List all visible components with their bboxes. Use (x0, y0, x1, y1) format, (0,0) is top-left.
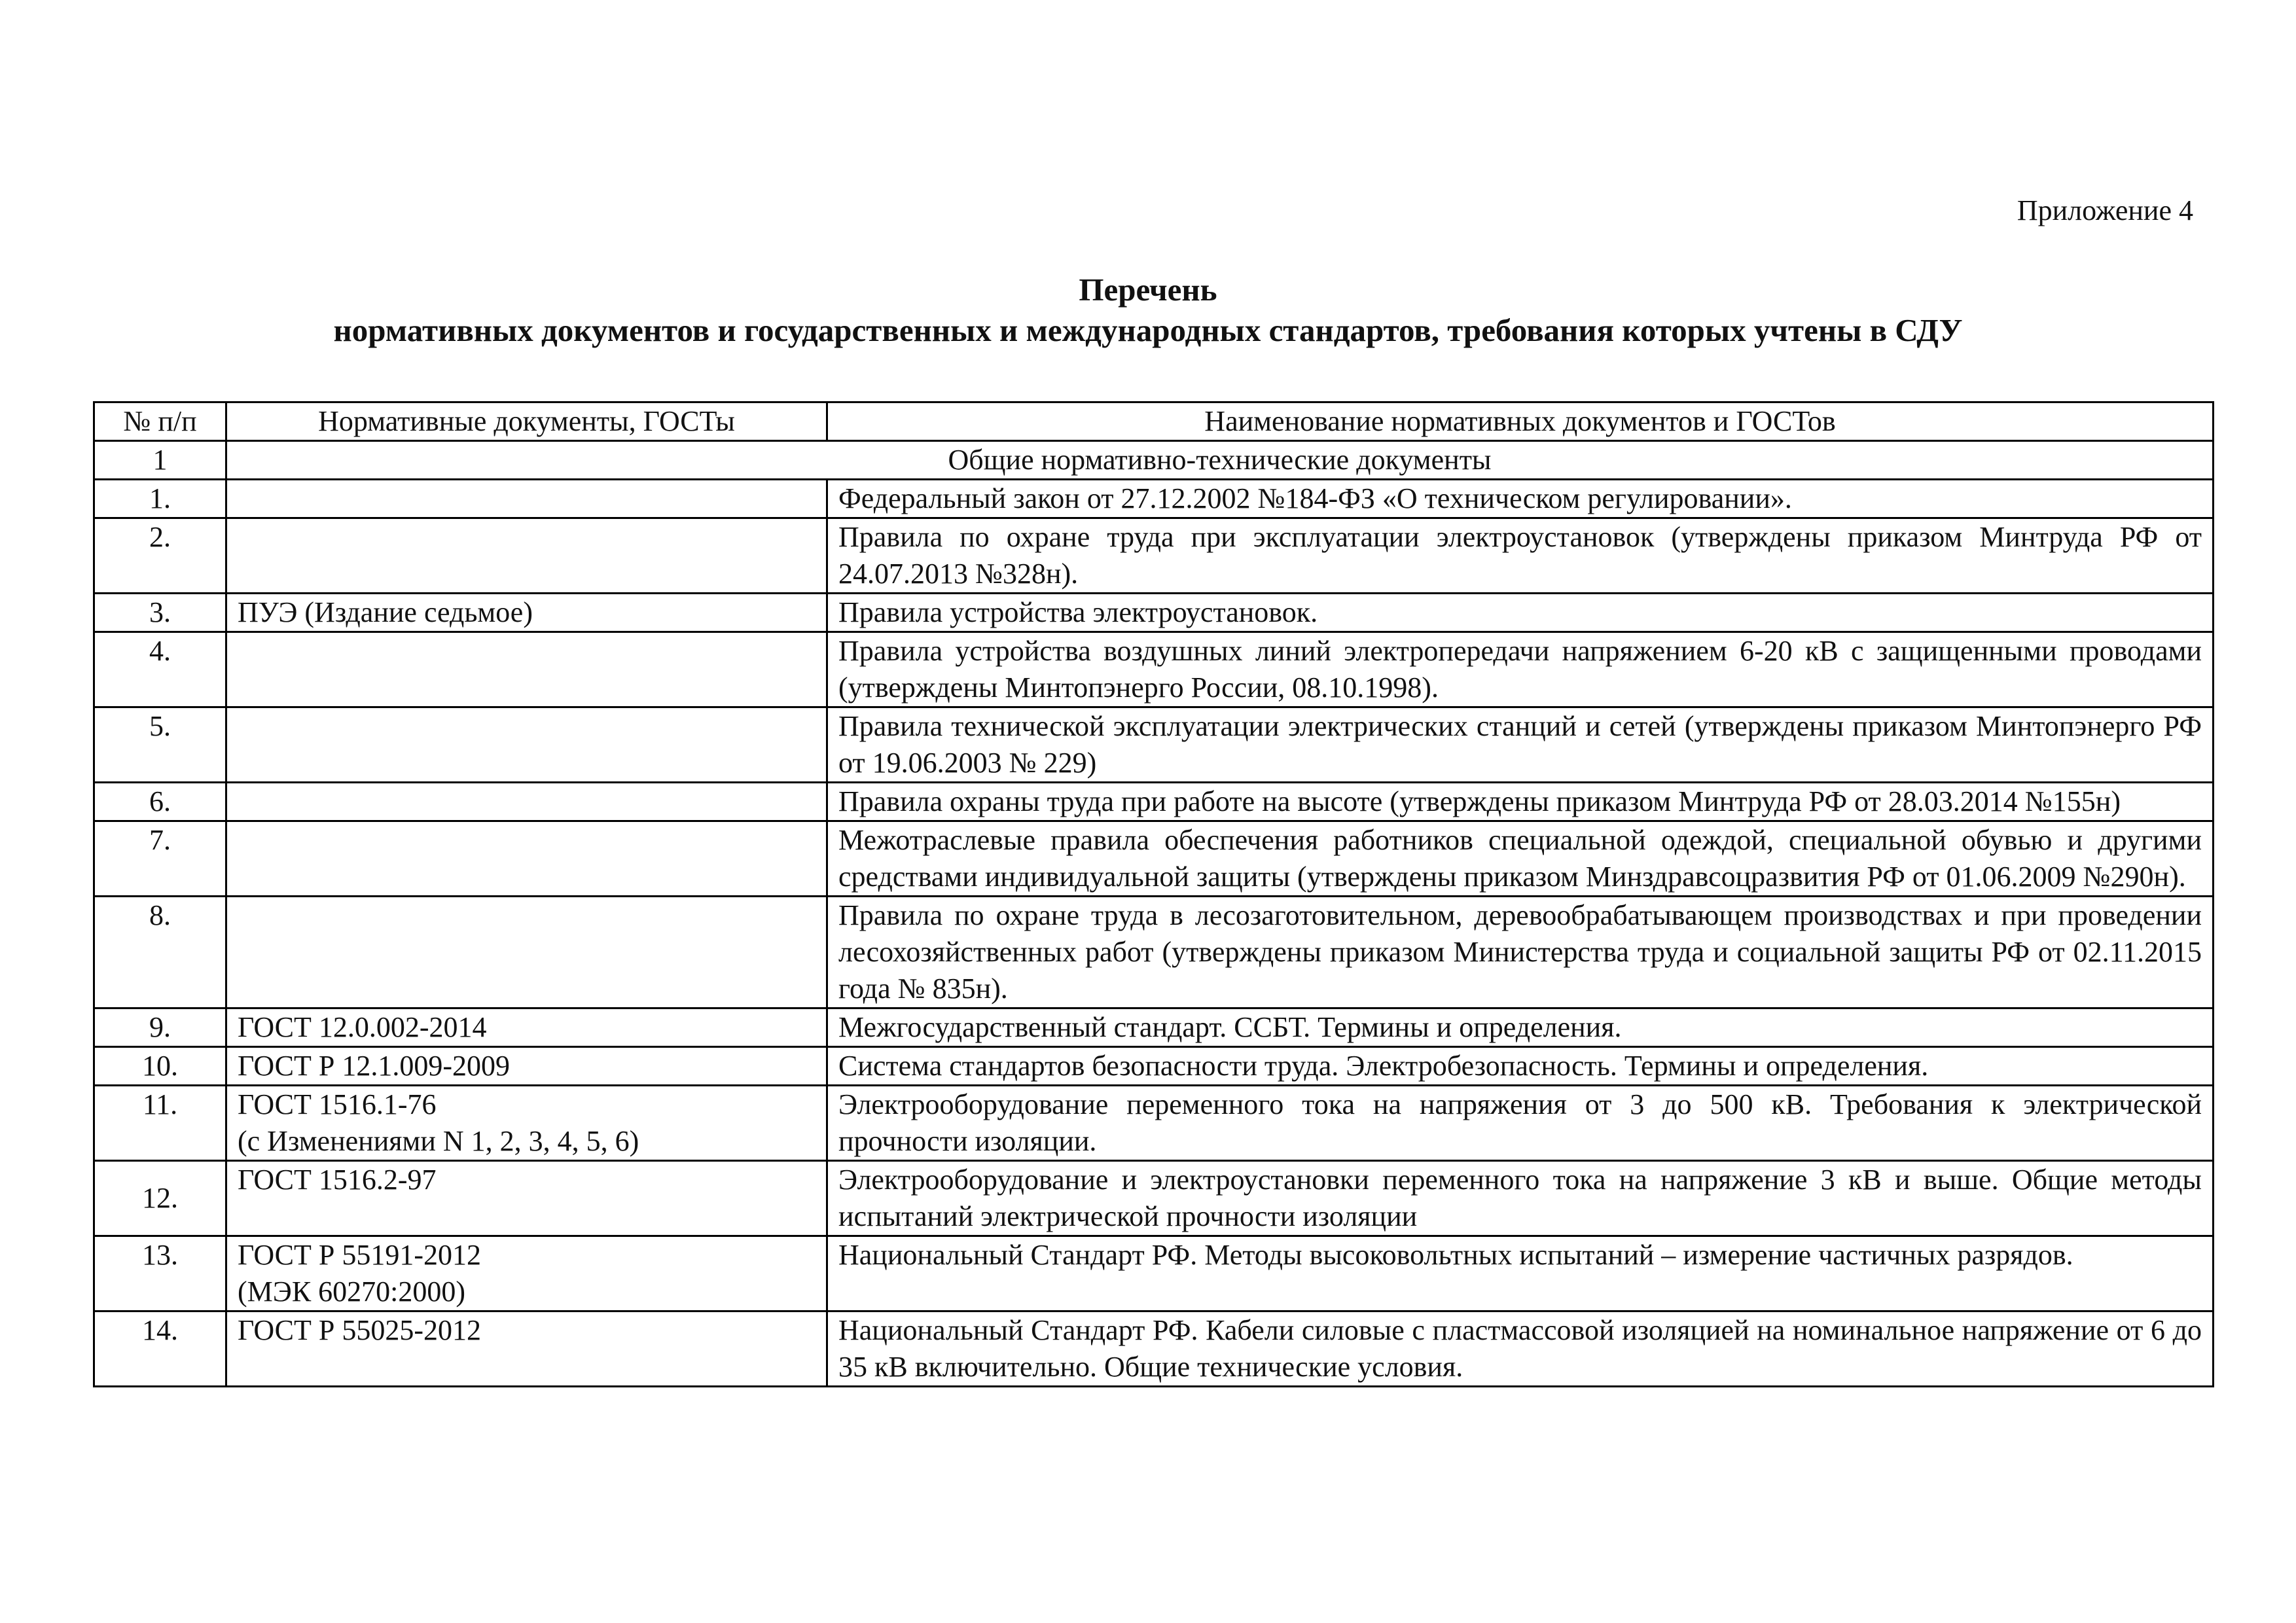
section-title: Общие нормативно-технические документы (226, 441, 2214, 480)
row-doc-line: ГОСТ 12.0.002-2014 (238, 1011, 487, 1043)
row-doc (226, 821, 827, 897)
table-row (94, 1311, 2214, 1387)
appendix-label: Приложение 4 (2017, 194, 2193, 226)
row-name: Правила по охране труда при эксплуатации электроустановок (утверждены приказом Минтруда РФ от 24.07.2013 №328н). (827, 518, 2214, 594)
table-row (94, 632, 2214, 707)
table-row (94, 1236, 2214, 1311)
row-name: Межгосударственный стандарт. ССБТ. Термины и определения. (827, 1008, 2214, 1047)
row-doc (226, 1236, 827, 1311)
row-doc (226, 1047, 827, 1086)
row-name: Правила устройства электроустановок. (827, 594, 2214, 632)
row-doc (226, 480, 827, 518)
table-row (94, 480, 2214, 518)
table-row (94, 821, 2214, 897)
row-name: Электрооборудование и электроустановки переменного тока на напряжение 3 кВ и выше. Общие методы испытаний электрической прочности изоляции (827, 1161, 2214, 1236)
row-doc (226, 632, 827, 707)
table-row (94, 518, 2214, 594)
row-num: 14. (94, 1311, 226, 1387)
row-doc (226, 1311, 827, 1387)
row-doc (226, 783, 827, 821)
row-doc (226, 897, 827, 1008)
row-name: Национальный Стандарт РФ. Методы высоковольтных испытаний – измерение частичных разрядов. (827, 1236, 2214, 1311)
table-row (94, 783, 2214, 821)
row-doc (226, 1161, 827, 1236)
row-doc-line: ГОСТ Р 55191-2012 (238, 1239, 482, 1271)
table-header-row (94, 402, 2214, 441)
row-num: 7. (94, 821, 226, 897)
row-doc-line: ГОСТ 1516.1-76 (238, 1088, 437, 1120)
row-num: 12. (94, 1161, 226, 1236)
row-doc-line-2: (МЭК 60270:2000) (238, 1275, 466, 1308)
header-num: № п/п (94, 402, 226, 441)
section-num: 1 (94, 441, 226, 480)
header-doc: Нормативные документы, ГОСТы (226, 402, 827, 441)
row-name: Правила по охране труда в лесозаготовительном, деревообрабатывающем производствах и при проведении лесохозяйственных работ (утверждены приказом Министерства труда и социальной защиты РФ от 02.11.2015 года № 835н). (827, 897, 2214, 1008)
table-row (94, 897, 2214, 1008)
row-name: Правила устройства воздушных линий электропередачи напряжением 6-20 кВ с защищенными проводами (утверждены Минтопэнерго России, 08.10.1998). (827, 632, 2214, 707)
row-doc (226, 707, 827, 783)
row-name: Межотраслевые правила обеспечения работников специальной одеждой, специальной обувью и другими средствами индивидуальной защиты (утверждены приказом Минздравсоцразвития РФ от 01.06.2009 №290н). (827, 821, 2214, 897)
table-row (94, 1086, 2214, 1161)
row-num: 11. (94, 1086, 226, 1161)
row-num: 10. (94, 1047, 226, 1086)
row-num: 1. (94, 480, 226, 518)
row-name: Правила технической эксплуатации электрических станций и сетей (утверждены приказом Минтопэнерго РФ от 19.06.2003 № 229) (827, 707, 2214, 783)
row-num: 4. (94, 632, 226, 707)
standards-table (93, 401, 2214, 1387)
row-num: 13. (94, 1236, 226, 1311)
row-doc-line: ПУЭ (Издание седьмое) (238, 596, 533, 628)
section-row (94, 441, 2214, 480)
row-name: Национальный Стандарт РФ. Кабели силовые с пластмассовой изоляцией на номинальное напряжение от 6 до 35 кВ включительно. Общие технические условия. (827, 1311, 2214, 1387)
row-num: 3. (94, 594, 226, 632)
row-num: 5. (94, 707, 226, 783)
row-doc-line: ГОСТ Р 55025-2012 (238, 1314, 482, 1346)
row-doc (226, 518, 827, 594)
title-line-1: Перечень (1079, 272, 1217, 308)
row-num: 2. (94, 518, 226, 594)
row-doc-line: ГОСТ 1516.2-97 (238, 1164, 437, 1196)
row-doc (226, 594, 827, 632)
row-num: 6. (94, 783, 226, 821)
table-row (94, 1008, 2214, 1047)
header-name: Наименование нормативных документов и ГОСТов (827, 402, 2214, 441)
row-name: Федеральный закон от 27.12.2002 №184-ФЗ «О техническом регулировании». (827, 480, 2214, 518)
row-num: 8. (94, 897, 226, 1008)
row-doc-line-2: (с Изменениями N 1, 2, 3, 4, 5, 6) (238, 1125, 639, 1157)
title-line-2: нормативных документов и государственных и международных стандартов, требования которых учтены в СДУ (333, 312, 1963, 348)
row-doc (226, 1086, 827, 1161)
row-num: 9. (94, 1008, 226, 1047)
document-title (0, 270, 2296, 351)
table-row (94, 594, 2214, 632)
row-doc-line: ГОСТ Р 12.1.009-2009 (238, 1050, 511, 1082)
table-row (94, 1047, 2214, 1086)
table-row (94, 707, 2214, 783)
row-name: Правила охраны труда при работе на высоте (утверждены приказом Минтруда РФ от 28.03.2014 №155н) (827, 783, 2214, 821)
row-name: Электрооборудование переменного тока на напряжения от 3 до 500 кВ. Требования к электрической прочности изоляции. (827, 1086, 2214, 1161)
row-name: Система стандартов безопасности труда. Электробезопасность. Термины и определения. (827, 1047, 2214, 1086)
table-row (94, 1161, 2214, 1236)
row-doc (226, 1008, 827, 1047)
